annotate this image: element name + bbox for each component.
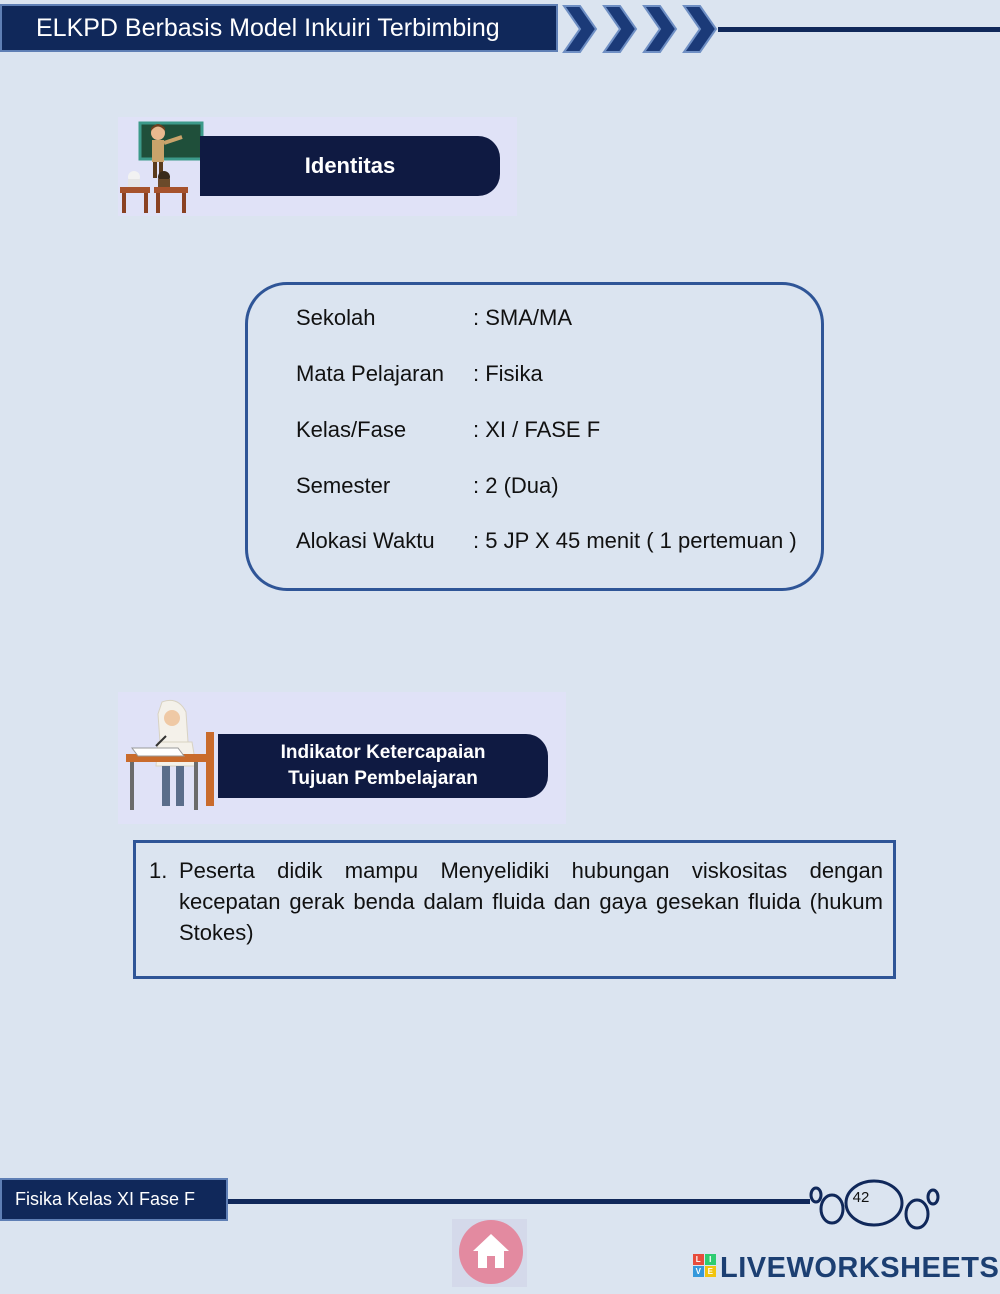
identity-label: Semester — [296, 473, 391, 498]
list-item — [149, 855, 883, 948]
home-button[interactable] — [452, 1219, 527, 1287]
identity-label: Alokasi Waktu — [296, 528, 435, 553]
indikator-banner — [118, 692, 566, 824]
indicator-box — [133, 840, 896, 979]
indicator-number: 1. — [149, 858, 168, 883]
page-number: 42 — [852, 1189, 870, 1206]
identity-label: Mata Pelajaran — [296, 361, 444, 386]
identity-box — [245, 282, 824, 591]
identity-value: : 2 (Dua) — [473, 473, 559, 498]
indikator-title-line1: Indikator Ketercapaian — [280, 742, 486, 763]
student-writing-icon — [122, 696, 218, 820]
identity-value: : XI / FASE F — [473, 417, 601, 442]
home-icon — [459, 1220, 523, 1284]
header-chevrons-decoration — [560, 2, 1000, 56]
footer-label: Fisika Kelas XI Fase F — [0, 1178, 228, 1221]
identity-value: : 5 JP X 45 menit ( 1 pertemuan ) — [473, 528, 797, 553]
indicator-text: Peserta didik mampu Menyelidiki hubungan viskositas dengan kecepatan gerak benda dalam fluida dan gaya gesekan fluida (hukum Stokes) — [179, 858, 883, 945]
identitas-banner — [118, 117, 517, 216]
identity-label: Kelas/Fase — [296, 417, 407, 442]
footer-line-circles-decoration — [228, 1176, 948, 1236]
identitas-title: Identitas — [200, 136, 500, 196]
identity-label: Sekolah — [296, 305, 376, 330]
header-title: ELKPD Berbasis Model Inkuiri Terbimbing — [0, 4, 558, 52]
teacher-classroom-icon — [118, 119, 208, 215]
indikator-title — [218, 734, 548, 798]
identity-value: : Fisika — [473, 361, 543, 386]
home-button-circle[interactable] — [459, 1220, 523, 1284]
liveworksheets-brand[interactable] — [693, 1252, 999, 1286]
identity-value: : SMA/MA — [473, 305, 573, 330]
liveworksheets-logo-icon: L I V E — [693, 1254, 717, 1278]
indikator-title-line2: Tujuan Pembelajaran — [288, 768, 478, 789]
brand-name: LIVEWORKSHEETS — [720, 1252, 1000, 1284]
